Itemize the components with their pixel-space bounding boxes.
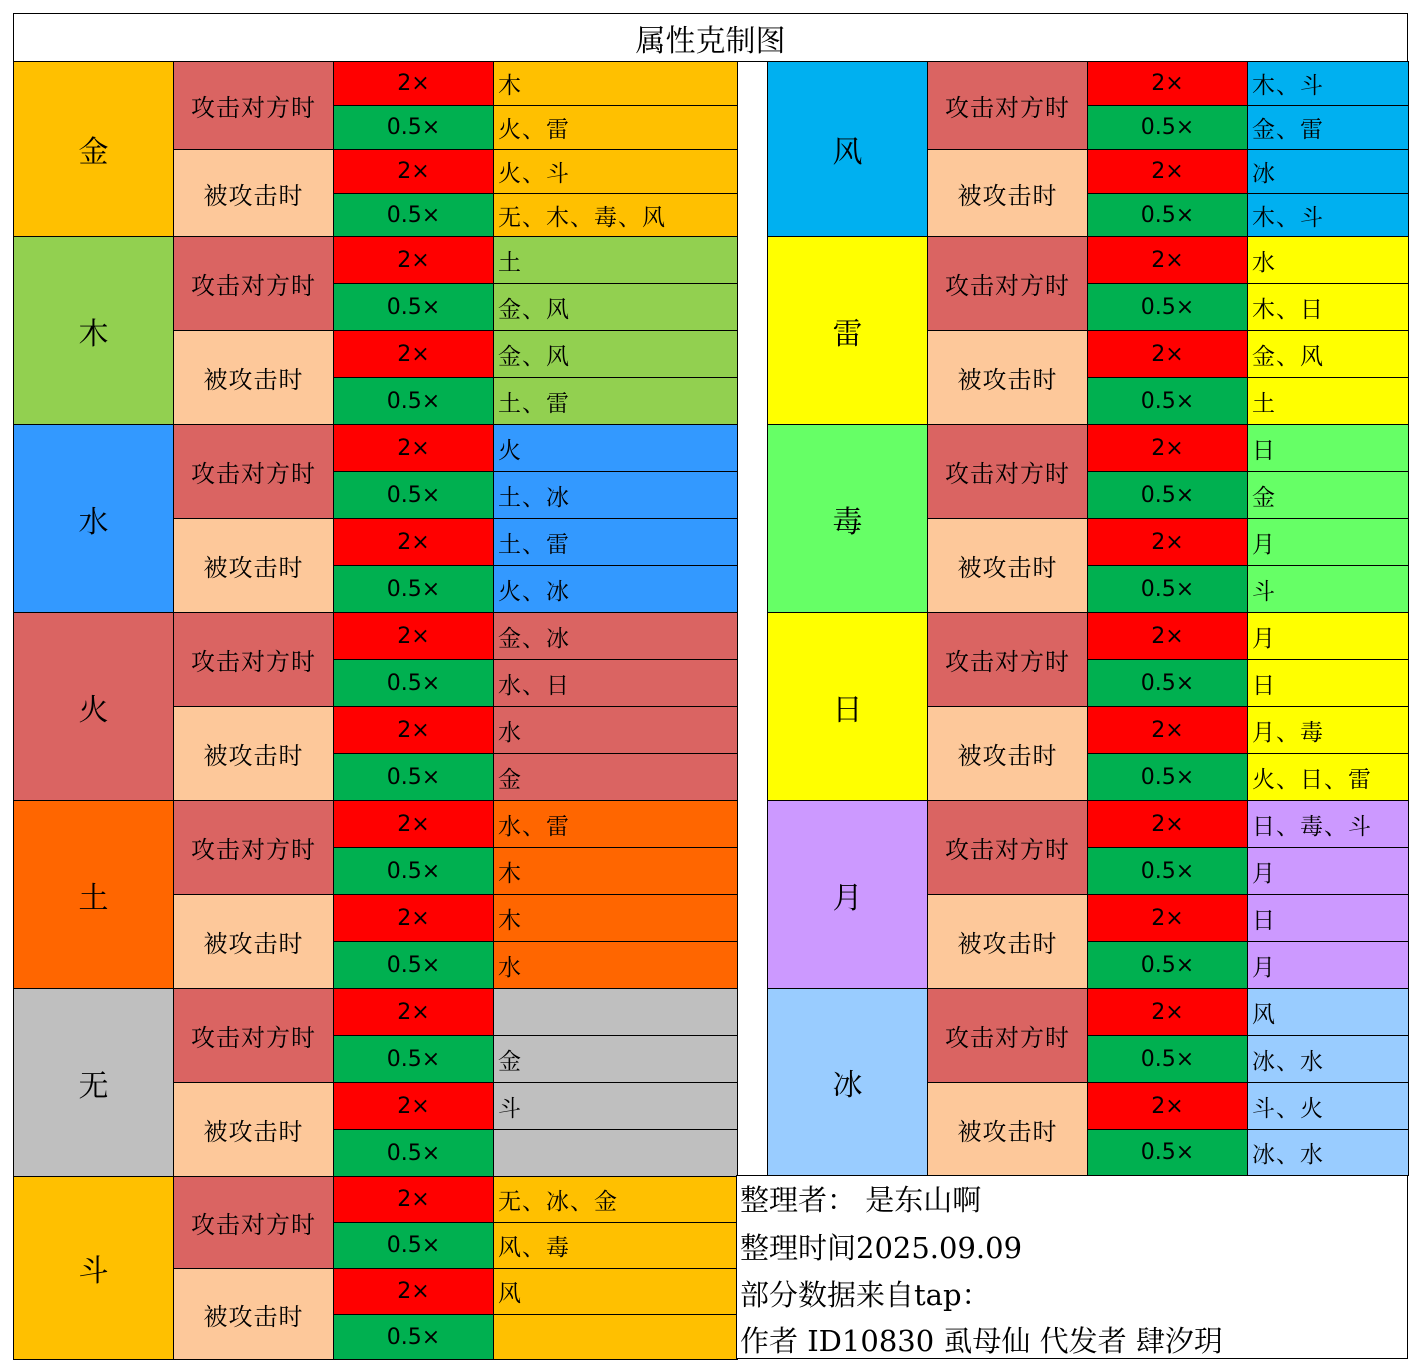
defend-2x-multiplier: 2× bbox=[333, 330, 494, 378]
defend-half-multiplier: 0.5× bbox=[1087, 941, 1248, 989]
attack-2x-multiplier: 2× bbox=[333, 424, 494, 472]
attack-2x-targets: 火 bbox=[493, 424, 738, 472]
attack-2x-multiplier: 2× bbox=[333, 988, 494, 1036]
attack-2x-targets: 水 bbox=[1247, 236, 1409, 284]
attack-condition-label: 攻击对方时 bbox=[173, 988, 334, 1083]
attack-2x-targets: 木、斗 bbox=[1247, 61, 1409, 106]
attack-2x-multiplier: 2× bbox=[1087, 988, 1248, 1036]
defend-half-multiplier: 0.5× bbox=[333, 565, 494, 613]
defend-half-targets: 斗 bbox=[1247, 565, 1409, 613]
attack-2x-targets: 日 bbox=[1247, 424, 1409, 472]
defend-half-multiplier: 0.5× bbox=[333, 1129, 494, 1177]
attack-2x-multiplier: 2× bbox=[333, 800, 494, 848]
defend-half-multiplier: 0.5× bbox=[1087, 1129, 1248, 1176]
defend-2x-multiplier: 2× bbox=[333, 149, 494, 194]
defend-half-targets: 土、雷 bbox=[493, 377, 738, 425]
element-name: 月 bbox=[767, 800, 928, 989]
defend-half-multiplier: 0.5× bbox=[333, 941, 494, 989]
attack-condition-label: 攻击对方时 bbox=[173, 612, 334, 707]
defend-condition-label: 被攻击时 bbox=[173, 1268, 334, 1360]
attack-2x-multiplier: 2× bbox=[1087, 424, 1248, 472]
defend-2x-targets: 木 bbox=[493, 894, 738, 942]
defend-half-multiplier: 0.5× bbox=[1087, 753, 1248, 801]
attack-2x-multiplier: 2× bbox=[333, 61, 494, 106]
defend-2x-targets: 月、毒 bbox=[1247, 706, 1409, 754]
element-name: 金 bbox=[13, 61, 174, 237]
attack-condition-label: 攻击对方时 bbox=[927, 612, 1088, 707]
attack-2x-targets: 金、冰 bbox=[493, 612, 738, 660]
attack-half-multiplier: 0.5× bbox=[333, 847, 494, 895]
attack-condition-label: 攻击对方时 bbox=[173, 61, 334, 150]
attack-2x-targets: 木 bbox=[493, 61, 738, 106]
attack-condition-label: 攻击对方时 bbox=[173, 236, 334, 331]
defend-2x-multiplier: 2× bbox=[1087, 330, 1248, 378]
attack-half-targets: 金 bbox=[1247, 471, 1409, 519]
defend-half-multiplier: 0.5× bbox=[1087, 193, 1248, 237]
defend-condition-label: 被攻击时 bbox=[927, 518, 1088, 613]
attack-half-targets: 日 bbox=[1247, 659, 1409, 707]
defend-2x-multiplier: 2× bbox=[1087, 1082, 1248, 1130]
attack-half-multiplier: 0.5× bbox=[333, 659, 494, 707]
attack-half-multiplier: 0.5× bbox=[333, 471, 494, 519]
attack-condition-label: 攻击对方时 bbox=[927, 61, 1088, 150]
chart-title: 属性克制图 bbox=[13, 13, 1408, 62]
element-name: 冰 bbox=[767, 988, 928, 1176]
defend-half-multiplier: 0.5× bbox=[333, 193, 494, 237]
credits-text: 作者 ID10830 虱母仙 代发者 肆汐玥 bbox=[740, 1324, 1223, 1358]
attack-half-targets: 木、日 bbox=[1247, 283, 1409, 331]
element-name: 日 bbox=[767, 612, 928, 801]
attack-half-multiplier: 0.5× bbox=[333, 1222, 494, 1269]
defend-condition-label: 被攻击时 bbox=[927, 330, 1088, 425]
defend-2x-multiplier: 2× bbox=[1087, 518, 1248, 566]
defend-condition-label: 被攻击时 bbox=[927, 894, 1088, 989]
defend-2x-targets: 风 bbox=[493, 1268, 738, 1315]
attack-2x-multiplier: 2× bbox=[1087, 612, 1248, 660]
defend-2x-targets: 金、风 bbox=[493, 330, 738, 378]
attack-condition-label: 攻击对方时 bbox=[173, 424, 334, 519]
defend-condition-label: 被攻击时 bbox=[173, 894, 334, 989]
attack-half-multiplier: 0.5× bbox=[1087, 471, 1248, 519]
element-name: 斗 bbox=[13, 1176, 174, 1360]
attack-half-targets: 风、毒 bbox=[493, 1222, 738, 1269]
attack-half-targets: 木 bbox=[493, 847, 738, 895]
defend-half-targets: 火、日、雷 bbox=[1247, 753, 1409, 801]
element-name: 无 bbox=[13, 988, 174, 1177]
attack-half-targets: 冰、水 bbox=[1247, 1035, 1409, 1083]
attack-half-multiplier: 0.5× bbox=[333, 283, 494, 331]
attack-half-multiplier: 0.5× bbox=[1087, 847, 1248, 895]
attack-half-multiplier: 0.5× bbox=[1087, 659, 1248, 707]
defend-condition-label: 被攻击时 bbox=[927, 149, 1088, 237]
element-name: 水 bbox=[13, 424, 174, 613]
attack-condition-label: 攻击对方时 bbox=[173, 800, 334, 895]
attack-half-targets: 月 bbox=[1247, 847, 1409, 895]
defend-2x-targets: 斗 bbox=[493, 1082, 738, 1130]
defend-2x-multiplier: 2× bbox=[1087, 149, 1248, 194]
attack-2x-targets bbox=[493, 988, 738, 1036]
attack-2x-targets: 月 bbox=[1247, 612, 1409, 660]
defend-2x-multiplier: 2× bbox=[333, 706, 494, 754]
defend-condition-label: 被攻击时 bbox=[173, 149, 334, 237]
attack-half-multiplier: 0.5× bbox=[333, 105, 494, 150]
attack-condition-label: 攻击对方时 bbox=[927, 236, 1088, 331]
attack-half-multiplier: 0.5× bbox=[1087, 1035, 1248, 1083]
element-name: 土 bbox=[13, 800, 174, 989]
attack-2x-targets: 土 bbox=[493, 236, 738, 284]
element-name: 火 bbox=[13, 612, 174, 801]
organizer-text: 整理者： 是东山啊 bbox=[740, 1183, 982, 1217]
defend-half-targets: 木、斗 bbox=[1247, 193, 1409, 237]
attack-half-targets: 金、风 bbox=[493, 283, 738, 331]
defend-half-targets: 金 bbox=[493, 753, 738, 801]
attack-condition-label: 攻击对方时 bbox=[927, 800, 1088, 895]
defend-half-targets bbox=[493, 1129, 738, 1177]
defend-half-targets: 冰、水 bbox=[1247, 1129, 1409, 1176]
defend-2x-targets: 金、风 bbox=[1247, 330, 1409, 378]
attack-2x-targets: 水、雷 bbox=[493, 800, 738, 848]
attack-2x-multiplier: 2× bbox=[1087, 61, 1248, 106]
defend-half-targets: 月 bbox=[1247, 941, 1409, 989]
source-text: 部分数据来自tap： bbox=[740, 1278, 991, 1312]
defend-2x-targets: 土、雷 bbox=[493, 518, 738, 566]
attack-2x-targets: 无、冰、金 bbox=[493, 1176, 738, 1223]
defend-half-targets: 火、冰 bbox=[493, 565, 738, 613]
defend-2x-multiplier: 2× bbox=[333, 1268, 494, 1315]
attack-condition-label: 攻击对方时 bbox=[927, 424, 1088, 519]
defend-condition-label: 被攻击时 bbox=[173, 1082, 334, 1177]
date-text: 整理时间2025.09.09 bbox=[740, 1231, 1023, 1265]
attack-2x-targets: 风 bbox=[1247, 988, 1409, 1036]
element-name: 木 bbox=[13, 236, 174, 425]
defend-2x-targets: 火、斗 bbox=[493, 149, 738, 194]
attack-condition-label: 攻击对方时 bbox=[173, 1176, 334, 1269]
attack-half-targets: 金、雷 bbox=[1247, 105, 1409, 150]
attack-2x-multiplier: 2× bbox=[1087, 800, 1248, 848]
defend-half-targets: 水 bbox=[493, 941, 738, 989]
attack-half-targets: 土、冰 bbox=[493, 471, 738, 519]
defend-2x-multiplier: 2× bbox=[333, 518, 494, 566]
attack-2x-multiplier: 2× bbox=[1087, 236, 1248, 284]
defend-2x-targets: 冰 bbox=[1247, 149, 1409, 194]
defend-2x-multiplier: 2× bbox=[1087, 706, 1248, 754]
attack-2x-multiplier: 2× bbox=[333, 612, 494, 660]
attack-half-multiplier: 0.5× bbox=[333, 1035, 494, 1083]
attack-2x-targets: 日、毒、斗 bbox=[1247, 800, 1409, 848]
defend-2x-targets: 日 bbox=[1247, 894, 1409, 942]
defend-2x-targets: 斗、火 bbox=[1247, 1082, 1409, 1130]
defend-half-targets: 土 bbox=[1247, 377, 1409, 425]
defend-condition-label: 被攻击时 bbox=[173, 330, 334, 425]
defend-half-multiplier: 0.5× bbox=[333, 377, 494, 425]
element-name: 雷 bbox=[767, 236, 928, 425]
defend-half-multiplier: 0.5× bbox=[1087, 377, 1248, 425]
attack-2x-multiplier: 2× bbox=[333, 1176, 494, 1223]
defend-2x-multiplier: 2× bbox=[1087, 894, 1248, 942]
attack-half-targets: 金 bbox=[493, 1035, 738, 1083]
defend-condition-label: 被攻击时 bbox=[927, 1082, 1088, 1176]
defend-half-multiplier: 0.5× bbox=[333, 753, 494, 801]
defend-2x-multiplier: 2× bbox=[333, 1082, 494, 1130]
defend-2x-targets: 月 bbox=[1247, 518, 1409, 566]
defend-half-targets bbox=[493, 1314, 738, 1360]
defend-2x-multiplier: 2× bbox=[333, 894, 494, 942]
defend-half-targets: 无、木、毒、风 bbox=[493, 193, 738, 237]
attack-half-targets: 水、日 bbox=[493, 659, 738, 707]
defend-half-multiplier: 0.5× bbox=[333, 1314, 494, 1360]
defend-half-multiplier: 0.5× bbox=[1087, 565, 1248, 613]
attack-2x-multiplier: 2× bbox=[333, 236, 494, 284]
defend-condition-label: 被攻击时 bbox=[173, 706, 334, 801]
attack-half-targets: 火、雷 bbox=[493, 105, 738, 150]
element-name: 风 bbox=[767, 61, 928, 237]
defend-condition-label: 被攻击时 bbox=[173, 518, 334, 613]
defend-condition-label: 被攻击时 bbox=[927, 706, 1088, 801]
attack-half-multiplier: 0.5× bbox=[1087, 283, 1248, 331]
defend-2x-targets: 水 bbox=[493, 706, 738, 754]
element-name: 毒 bbox=[767, 424, 928, 613]
attack-condition-label: 攻击对方时 bbox=[927, 988, 1088, 1083]
attack-half-multiplier: 0.5× bbox=[1087, 105, 1248, 150]
